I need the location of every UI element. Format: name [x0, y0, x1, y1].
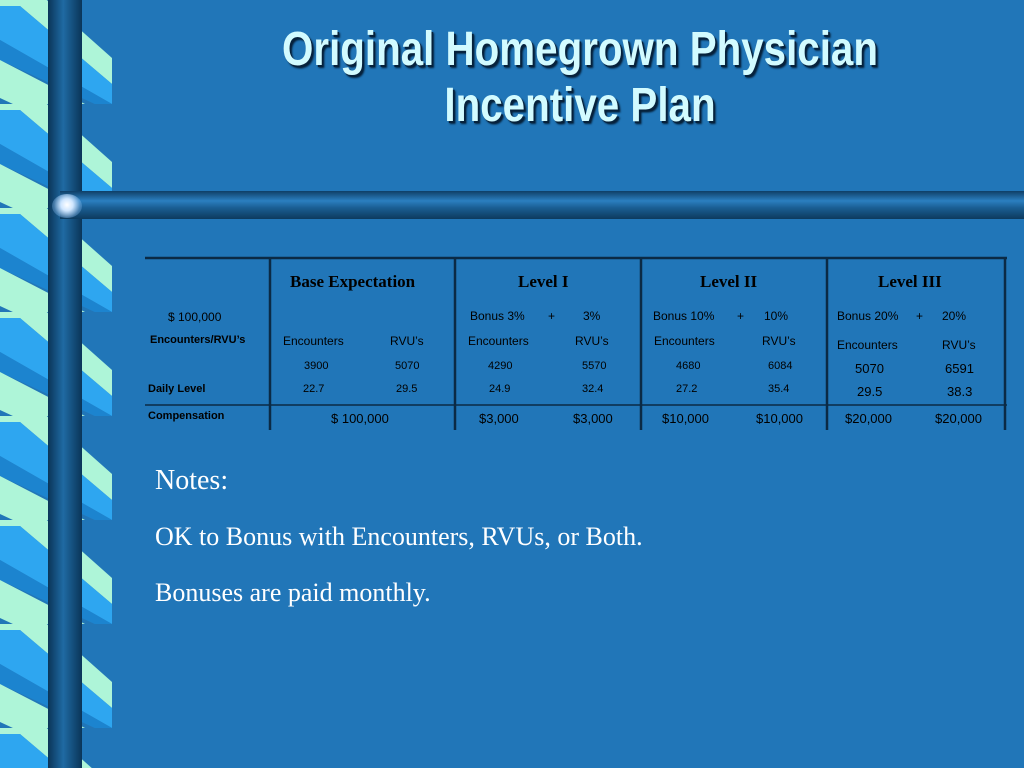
row-label-encounters-rvus: Encounters/RVU’s: [150, 334, 246, 346]
level-2-daily-rvus: 35.4: [768, 383, 790, 395]
level-2-col-rvus: RVU’s: [762, 334, 796, 348]
level-2-encounters-value: 4680: [676, 360, 701, 372]
level-3-bonus-value: 20%: [942, 309, 967, 323]
level-2-bonus-plus: +: [737, 309, 745, 323]
row-label-compensation: Compensation: [148, 410, 225, 422]
base-col-rvus: RVU’s: [390, 334, 424, 348]
level-3-bonus-label: Bonus 20%: [837, 309, 899, 323]
level-3-compensation-encounters: $20,000: [845, 411, 892, 426]
level-2-rvus-value: 6084: [768, 360, 793, 372]
level-1-bonus-label: Bonus 3%: [470, 309, 525, 323]
base-encounters-value: 3900: [304, 360, 329, 372]
note-line-1: OK to Bonus with Encounters, RVUs, or Both.: [155, 522, 643, 551]
level-1-compensation-encounters: $3,000: [479, 411, 519, 426]
base-daily-encounters: 22.7: [303, 383, 325, 395]
level-2-bonus-value: 10%: [764, 309, 789, 323]
note-line-2: Bonuses are paid monthly.: [155, 578, 431, 607]
header-level-2: Level II: [700, 272, 758, 291]
level-3-col-encounters: Encounters: [837, 338, 898, 352]
header-level-1: Level I: [518, 272, 569, 291]
level-1-col-rvus: RVU’s: [575, 334, 609, 348]
level-1-daily-rvus: 32.4: [582, 383, 604, 395]
level-1-bonus-plus: +: [548, 309, 556, 323]
level-2-col-encounters: Encounters: [654, 334, 715, 348]
base-daily-rvus: 29.5: [396, 383, 418, 395]
base-amount: $ 100,000: [168, 310, 222, 324]
level-2-bonus-label: Bonus 10%: [653, 309, 715, 323]
level-3-col-rvus: RVU’s: [942, 338, 976, 352]
level-3-rvus-value: 6591: [945, 361, 974, 376]
header-level-3: Level III: [878, 272, 942, 291]
level-3-daily-rvus: 38.3: [947, 384, 973, 399]
notes-heading: Notes:: [155, 465, 229, 496]
level-2-daily-encounters: 27.2: [676, 383, 698, 395]
level-1-compensation-rvus: $3,000: [573, 411, 613, 426]
level-1-col-encounters: Encounters: [468, 334, 529, 348]
base-compensation: $ 100,000: [331, 411, 389, 426]
row-label-daily-level: Daily Level: [148, 383, 206, 395]
level-3-encounters-value: 5070: [855, 361, 884, 376]
level-1-daily-encounters: 24.9: [489, 383, 511, 395]
level-3-compensation-rvus: $20,000: [935, 411, 982, 426]
title-line-1: Original Homegrown Physician: [282, 23, 878, 76]
base-rvus-value: 5070: [395, 360, 420, 372]
level-3-bonus-plus: +: [916, 309, 924, 323]
header-base-expectation: Base Expectation: [290, 272, 416, 291]
level-2-compensation-rvus: $10,000: [756, 411, 803, 426]
title-line-2: Incentive Plan: [444, 79, 716, 132]
level-1-bonus-value: 3%: [583, 309, 601, 323]
level-3-daily-encounters: 29.5: [857, 384, 883, 399]
level-1-rvus-value: 5570: [582, 360, 607, 372]
base-col-encounters: Encounters: [283, 334, 344, 348]
level-1-encounters-value: 4290: [488, 360, 513, 372]
level-2-compensation-encounters: $10,000: [662, 411, 709, 426]
